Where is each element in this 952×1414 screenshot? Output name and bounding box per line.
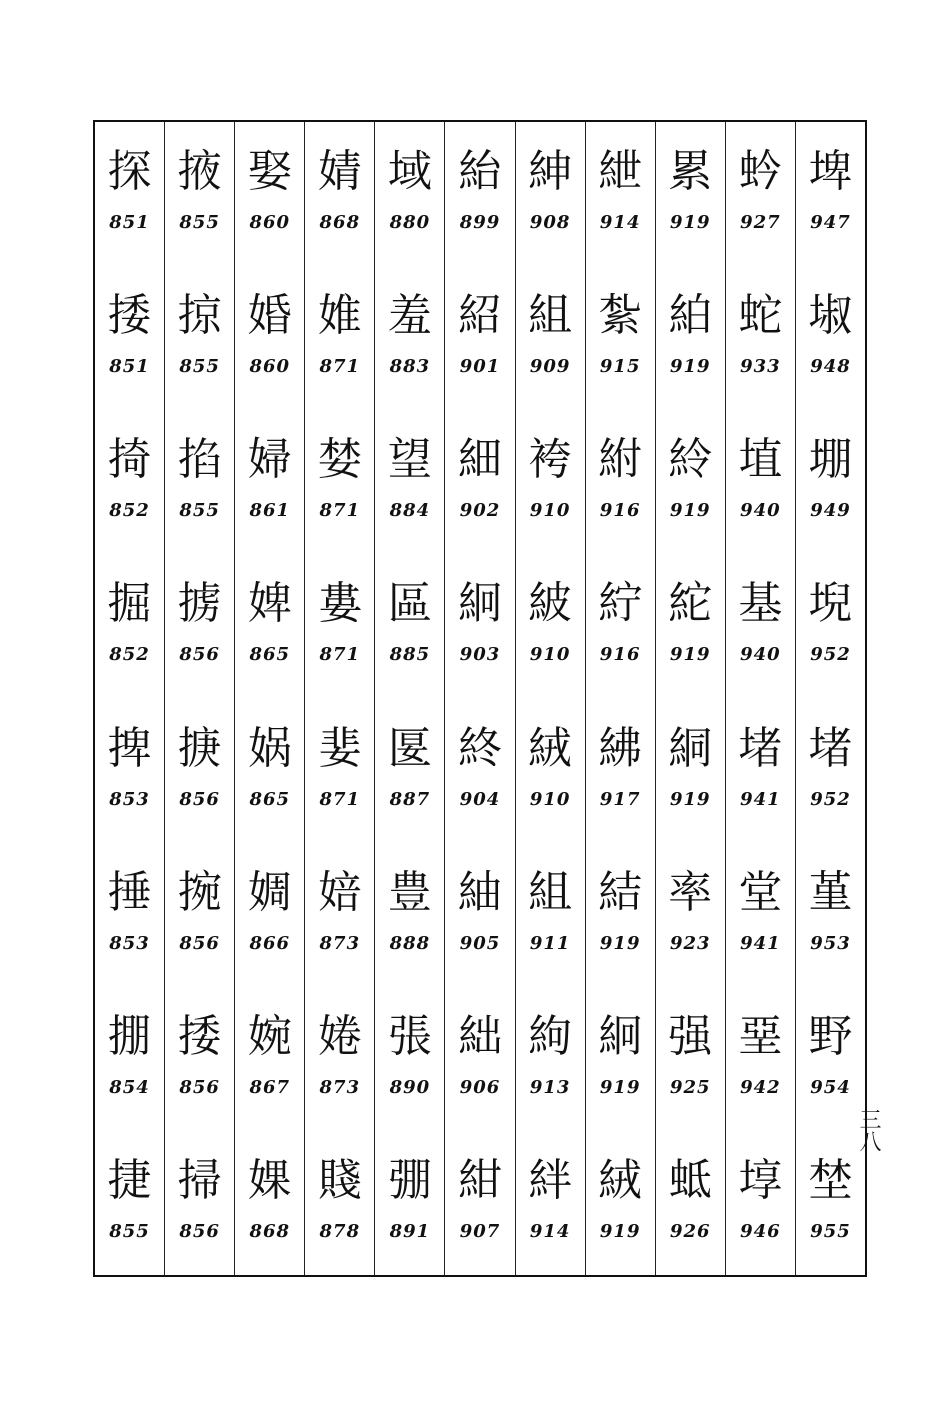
entry-character: 掘 <box>107 578 152 630</box>
entry-character: 蚙 <box>738 146 783 197</box>
entry-character: 紲 <box>598 146 643 197</box>
entry-page-number: 871 <box>319 788 361 810</box>
entry-page-number: 914 <box>529 1220 571 1242</box>
entry-page-number: 867 <box>249 1076 291 1098</box>
entry-page-number: 919 <box>670 500 711 522</box>
entry-page-number: 948 <box>810 356 851 378</box>
entry-character: 婐 <box>247 1154 292 1206</box>
entry-page-number: 919 <box>670 212 711 233</box>
entry-page-number: 923 <box>670 932 711 954</box>
index-entry <box>305 699 374 843</box>
index-entry <box>516 1131 585 1275</box>
index-entry <box>586 266 655 410</box>
entry-character: 埻 <box>738 1154 783 1206</box>
entry-character: 掤 <box>107 1010 152 1062</box>
entry-character: 野 <box>808 1010 853 1062</box>
entry-page-number: 925 <box>670 1076 711 1098</box>
entry-page-number: 860 <box>249 356 291 378</box>
entry-character: 婘 <box>317 1010 362 1062</box>
entry-page-number: 866 <box>249 932 291 954</box>
entry-character: 堇 <box>808 866 853 918</box>
entry-page-number: 891 <box>389 1220 431 1242</box>
index-entry <box>235 1131 304 1275</box>
index-entry <box>95 410 164 554</box>
index-entry <box>95 1131 164 1275</box>
entry-page-number: 890 <box>389 1076 431 1098</box>
entry-page-number: 947 <box>810 212 851 233</box>
entry-character: 紴 <box>528 578 573 630</box>
entry-page-number: 854 <box>109 1076 150 1098</box>
index-entry <box>165 122 234 266</box>
entry-character: 絧 <box>668 722 713 774</box>
entry-page-number: 907 <box>459 1220 501 1242</box>
entry-character: 紺 <box>458 1154 503 1206</box>
index-column <box>655 122 725 1275</box>
entry-character: 捼 <box>177 1010 222 1062</box>
entry-page-number: 855 <box>109 1220 150 1242</box>
index-entry <box>375 843 444 987</box>
entry-character: 羞 <box>387 290 432 342</box>
index-column <box>304 122 374 1275</box>
index-entry <box>445 987 514 1131</box>
entry-character: 區 <box>387 578 432 630</box>
index-entry <box>305 554 374 698</box>
character-index-table <box>93 120 867 1277</box>
entry-page-number: 910 <box>529 644 571 666</box>
entry-character: 婁 <box>317 578 362 630</box>
entry-page-number: 911 <box>529 932 571 954</box>
index-entry <box>95 699 164 843</box>
entry-character: 紽 <box>668 578 713 630</box>
entry-character: 娲 <box>247 722 292 774</box>
entry-character: 紬 <box>458 866 503 918</box>
entry-character: 婎 <box>317 290 362 342</box>
index-column <box>234 122 304 1275</box>
entry-character: 堵 <box>808 722 853 774</box>
entry-page-number: 902 <box>459 500 501 522</box>
index-column <box>164 122 234 1275</box>
entry-page-number: 953 <box>810 932 851 954</box>
index-entry <box>516 843 585 987</box>
index-entry <box>375 699 444 843</box>
entry-page-number: 884 <box>389 500 431 522</box>
entry-page-number: 941 <box>740 788 781 810</box>
index-entry <box>796 554 865 698</box>
index-entry <box>95 122 164 266</box>
index-entry <box>656 843 725 987</box>
entry-character: 絅 <box>598 1010 643 1062</box>
entry-character: 結 <box>598 866 643 918</box>
entry-page-number: 887 <box>389 788 431 810</box>
index-entry <box>375 410 444 554</box>
entry-character: 張 <box>387 1010 432 1062</box>
entry-page-number: 919 <box>599 932 641 954</box>
entry-page-number: 905 <box>459 932 501 954</box>
entry-character: 組 <box>528 290 573 342</box>
entry-page-number: 933 <box>740 356 781 378</box>
entry-character: 婧 <box>317 146 362 197</box>
entry-page-number: 913 <box>529 1076 571 1098</box>
index-entry <box>516 699 585 843</box>
entry-page-number: 856 <box>179 1076 220 1098</box>
index-entry <box>656 122 725 266</box>
index-entry <box>305 266 374 410</box>
entry-character: 絆 <box>528 1154 573 1206</box>
index-column <box>725 122 795 1275</box>
entry-character: 埱 <box>808 290 853 342</box>
index-entry <box>796 1131 865 1275</box>
entry-character: 娶 <box>247 146 292 197</box>
entry-character: 蛇 <box>738 290 783 342</box>
entry-page-number: 856 <box>179 788 220 810</box>
entry-character: 婄 <box>317 866 362 918</box>
entry-character: 捶 <box>107 866 152 918</box>
entry-page-number: 856 <box>179 932 220 954</box>
index-entry <box>656 266 725 410</box>
entry-page-number: 868 <box>249 1220 291 1242</box>
entry-character: 埤 <box>808 146 853 197</box>
entry-page-number: 865 <box>249 644 291 666</box>
entry-character: 婓 <box>317 722 362 774</box>
entry-page-number: 952 <box>810 788 851 810</box>
entry-character: 堵 <box>738 722 783 774</box>
entry-character: 掐 <box>177 434 222 486</box>
entry-character: 基 <box>738 578 783 630</box>
index-entry <box>656 1131 725 1275</box>
index-entry <box>726 699 795 843</box>
entry-page-number: 917 <box>599 788 641 810</box>
entry-page-number: 906 <box>459 1076 501 1098</box>
entry-character: 終 <box>458 722 503 774</box>
entry-page-number: 910 <box>529 788 571 810</box>
index-entry <box>796 843 865 987</box>
index-entry <box>235 410 304 554</box>
index-entry <box>95 554 164 698</box>
index-entry <box>516 410 585 554</box>
index-entry <box>726 122 795 266</box>
index-entry <box>95 843 164 987</box>
index-column <box>795 122 865 1275</box>
entry-character: 絅 <box>458 578 503 630</box>
entry-character: 蚳 <box>668 1154 713 1206</box>
entry-character: 絨 <box>528 722 573 774</box>
entry-page-number: 954 <box>810 1076 851 1098</box>
index-entry <box>375 266 444 410</box>
entry-page-number: 853 <box>109 932 150 954</box>
index-entry <box>656 987 725 1131</box>
entry-page-number: 941 <box>740 932 781 954</box>
index-entry <box>796 410 865 554</box>
entry-page-number: 871 <box>319 356 361 378</box>
entry-character: 絀 <box>458 1010 503 1062</box>
entry-page-number: 852 <box>109 500 150 522</box>
index-entry <box>726 1131 795 1275</box>
index-entry <box>726 554 795 698</box>
index-entry <box>445 554 514 698</box>
index-entry <box>586 987 655 1131</box>
entry-character: 紮 <box>598 290 643 342</box>
entry-page-number: 856 <box>179 644 220 666</box>
entry-page-number: 860 <box>249 212 291 233</box>
index-entry <box>235 699 304 843</box>
entry-character: 强 <box>668 1010 713 1062</box>
entry-page-number: 942 <box>740 1076 781 1098</box>
page-number: 三八 <box>856 1108 881 1152</box>
index-column <box>374 122 444 1275</box>
index-entry <box>516 122 585 266</box>
entry-page-number: 871 <box>319 500 361 522</box>
entry-character: 掳 <box>177 578 222 630</box>
entry-page-number: 919 <box>670 644 711 666</box>
entry-page-number: 871 <box>319 644 361 666</box>
index-entry <box>516 987 585 1131</box>
entry-character: 婦 <box>247 434 292 486</box>
entry-character: 絇 <box>528 1010 573 1062</box>
entry-page-number: 880 <box>389 212 431 233</box>
index-entry <box>656 554 725 698</box>
entry-page-number: 855 <box>179 356 220 378</box>
index-entry <box>305 122 374 266</box>
entry-character: 豊 <box>387 866 432 918</box>
index-entry <box>796 122 865 266</box>
entry-character: 絨 <box>598 1154 643 1206</box>
index-entry <box>796 699 865 843</box>
index-entry <box>445 122 514 266</box>
index-entry <box>445 266 514 410</box>
entry-page-number: 927 <box>740 212 781 233</box>
index-entry <box>516 554 585 698</box>
index-entry <box>235 266 304 410</box>
index-entry <box>445 843 514 987</box>
entry-character: 掶 <box>177 722 222 774</box>
index-entry <box>796 987 865 1131</box>
index-entry <box>586 843 655 987</box>
index-entry <box>656 410 725 554</box>
entry-character: 紵 <box>598 578 643 630</box>
index-entry <box>95 987 164 1131</box>
entry-character: 掃 <box>177 1154 222 1206</box>
index-entry <box>726 410 795 554</box>
entry-page-number: 914 <box>599 212 641 233</box>
index-entry <box>586 699 655 843</box>
entry-character: 紼 <box>598 722 643 774</box>
entry-character: 堂 <box>738 866 783 918</box>
index-entry <box>165 843 234 987</box>
entry-character: 紷 <box>668 434 713 486</box>
index-entry <box>586 1131 655 1275</box>
index-entry <box>305 410 374 554</box>
index-entry <box>516 266 585 410</box>
entry-page-number: 861 <box>249 500 291 522</box>
entry-character: 婉 <box>247 1010 292 1062</box>
index-entry <box>305 987 374 1131</box>
entry-character: 望 <box>387 434 432 486</box>
entry-page-number: 868 <box>319 212 361 233</box>
entry-page-number: 952 <box>810 644 851 666</box>
entry-character: 弸 <box>387 1154 432 1206</box>
entry-page-number: 888 <box>389 932 431 954</box>
entry-page-number: 915 <box>599 356 641 378</box>
entry-page-number: 919 <box>670 788 711 810</box>
entry-character: 探 <box>107 146 152 197</box>
entry-character: 掎 <box>107 434 152 486</box>
entry-page-number: 883 <box>389 356 431 378</box>
entry-page-number: 916 <box>599 644 641 666</box>
index-entry <box>95 266 164 410</box>
entry-character: 匽 <box>387 722 432 774</box>
entry-character: 堊 <box>738 1010 783 1062</box>
entry-page-number: 855 <box>179 500 220 522</box>
entry-character: 堋 <box>808 434 853 486</box>
index-entry <box>165 699 234 843</box>
entry-page-number: 856 <box>179 1220 220 1242</box>
entry-page-number: 851 <box>109 356 150 378</box>
entry-page-number: 873 <box>319 1076 361 1098</box>
entry-page-number: 940 <box>740 644 781 666</box>
entry-page-number: 949 <box>810 500 851 522</box>
entry-character: 掠 <box>177 290 222 342</box>
index-entry <box>235 122 304 266</box>
entry-page-number: 909 <box>529 356 571 378</box>
index-entry <box>235 554 304 698</box>
entry-page-number: 899 <box>459 212 501 233</box>
index-column <box>585 122 655 1275</box>
index-entry <box>726 266 795 410</box>
entry-page-number: 919 <box>599 1076 641 1098</box>
entry-character: 絈 <box>668 290 713 342</box>
entry-page-number: 853 <box>109 788 150 810</box>
entry-character: 域 <box>387 146 432 197</box>
index-entry <box>445 410 514 554</box>
entry-page-number: 903 <box>459 644 501 666</box>
entry-page-number: 919 <box>670 356 711 378</box>
entry-character: 捷 <box>107 1154 152 1206</box>
entry-character: 捭 <box>107 722 152 774</box>
index-entry <box>375 987 444 1131</box>
entry-page-number: 919 <box>599 1220 641 1242</box>
index-entry <box>586 410 655 554</box>
entry-page-number: 910 <box>529 500 571 522</box>
index-entry <box>235 987 304 1131</box>
entry-character: 紳 <box>528 146 573 197</box>
entry-character: 埜 <box>808 1154 853 1206</box>
entry-character: 細 <box>458 434 503 486</box>
entry-page-number: 901 <box>459 356 501 378</box>
entry-character: 袴 <box>528 434 573 486</box>
index-entry <box>586 122 655 266</box>
entry-character: 婢 <box>247 578 292 630</box>
entry-page-number: 908 <box>529 212 571 233</box>
entry-page-number: 955 <box>810 1220 851 1242</box>
index-entry <box>445 699 514 843</box>
index-column <box>95 122 164 1275</box>
entry-page-number: 946 <box>740 1220 781 1242</box>
entry-page-number: 873 <box>319 932 361 954</box>
index-entry <box>586 554 655 698</box>
entry-character: 婤 <box>247 866 292 918</box>
index-entry <box>165 1131 234 1275</box>
entry-character: 捼 <box>107 290 152 342</box>
entry-character: 率 <box>668 866 713 918</box>
index-entry <box>375 1131 444 1275</box>
index-entry <box>445 1131 514 1275</box>
index-entry <box>305 843 374 987</box>
entry-character: 紹 <box>458 290 503 342</box>
index-entry <box>165 987 234 1131</box>
entry-character: 紿 <box>458 146 503 197</box>
index-entry <box>375 122 444 266</box>
index-column <box>444 122 514 1275</box>
entry-character: 累 <box>668 146 713 197</box>
entry-page-number: 940 <box>740 500 781 522</box>
entry-page-number: 904 <box>459 788 501 810</box>
entry-character: 賤 <box>317 1154 362 1206</box>
index-entry <box>656 699 725 843</box>
index-column <box>515 122 585 1275</box>
entry-page-number: 852 <box>109 644 150 666</box>
entry-character: 埴 <box>738 434 783 486</box>
entry-character: 婪 <box>317 434 362 486</box>
entry-character: 捥 <box>177 866 222 918</box>
index-entry <box>165 410 234 554</box>
index-entry <box>726 843 795 987</box>
index-entry <box>726 987 795 1131</box>
index-entry <box>796 266 865 410</box>
entry-character: 婚 <box>247 290 292 342</box>
entry-page-number: 885 <box>389 644 431 666</box>
entry-page-number: 865 <box>249 788 291 810</box>
index-entry <box>375 554 444 698</box>
entry-page-number: 926 <box>670 1220 711 1242</box>
entry-character: 掖 <box>177 146 222 197</box>
index-entry <box>165 266 234 410</box>
entry-page-number: 878 <box>319 1220 361 1242</box>
entry-page-number: 851 <box>109 212 150 233</box>
index-entry <box>165 554 234 698</box>
entry-character: 堄 <box>808 578 853 630</box>
index-entry <box>235 843 304 987</box>
index-entry <box>305 1131 374 1275</box>
entry-character: 紨 <box>598 434 643 486</box>
entry-page-number: 916 <box>599 500 641 522</box>
entry-page-number: 855 <box>179 212 220 233</box>
entry-character: 組 <box>528 866 573 918</box>
